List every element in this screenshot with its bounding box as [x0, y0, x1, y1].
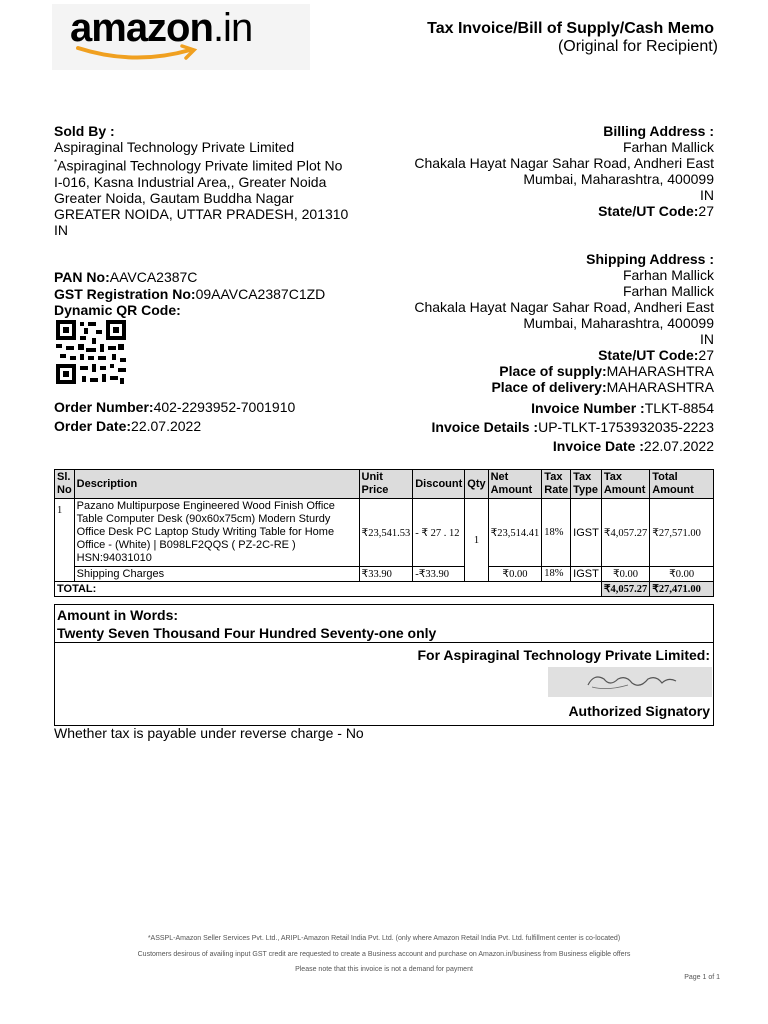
row-taxrate: 18%	[542, 499, 571, 567]
reverse-charge-note: Whether tax is payable under reverse charge - No	[54, 725, 364, 741]
shipping-line: Mumbai, Maharashtra, 400099	[523, 315, 714, 331]
shipping-total: ₹0.00	[650, 567, 714, 582]
order-date: Order Date:22.07.2022	[54, 418, 202, 434]
gst-registration: GST Registration No:09AAVCA2387C1ZD	[54, 286, 326, 302]
shipping-net: ₹0.00	[488, 567, 542, 582]
shipping-taxamt: ₹0.00	[601, 567, 649, 582]
logo-main: amazon	[70, 6, 213, 50]
pan-number: PAN No:AAVCA2387C	[54, 269, 198, 285]
row-total: ₹27,571.00	[650, 499, 714, 567]
amazon-smile-icon	[74, 44, 204, 64]
seller-star: *	[54, 158, 58, 167]
total-label: TOTAL:	[55, 582, 602, 597]
billing-address	[414, 139, 714, 219]
billing-line: IN	[700, 187, 714, 203]
shipping-unit: ₹33.90	[359, 567, 413, 582]
row-qty: 1	[465, 499, 488, 582]
amount-in-words-value: Twenty Seven Thousand Four Hundred Seventy-one only	[57, 625, 437, 641]
billing-address-label: Billing Address :	[603, 123, 714, 139]
invoice-details-line: Invoice Details :UP-TLKT-1753932035-2223	[431, 419, 714, 435]
page-number: Page 1 of 1	[684, 974, 720, 981]
invoice-title: Tax Invoice/Bill of Supply/Cash Memo	[427, 20, 714, 37]
col-header-taxrate: Tax Rate	[542, 470, 571, 499]
col-header-discount: Discount	[413, 470, 465, 499]
col-header-sl: Sl. No	[55, 470, 75, 499]
place-of-supply: Place of supply:MAHARASHTRA	[499, 363, 714, 379]
place-of-delivery: Place of delivery:MAHARASHTRA	[491, 379, 714, 395]
invoice-date: Invoice Date :22.07.2022	[552, 438, 714, 454]
shipping-address-label: Shipping Address :	[586, 251, 714, 267]
shipping-line: Farhan Mallick	[622, 283, 714, 299]
table-row	[55, 499, 714, 567]
logo-tld: .in	[212, 6, 253, 50]
billing-line: Chakala Hayat Nagar Sahar Road, Andheri East	[414, 155, 714, 171]
shipping-taxtype: IGST	[571, 567, 602, 582]
col-header-total: Total Amount	[650, 470, 714, 499]
col-header-desc: Description	[74, 470, 359, 499]
invoice-details	[432, 399, 715, 456]
seller-address-line: GREATER NOIDA, UTTAR PRADESH, 201310	[54, 205, 349, 222]
invoice-number: Invoice Number :TLKT-8854	[531, 400, 714, 416]
qr-code-icon	[56, 320, 126, 384]
seller-address-line: I-016, Kasna Industrial Area,, Greater Noida	[54, 173, 327, 190]
footer-line-3: Please note that this invoice is not a demand for payment	[295, 966, 473, 973]
shipping-desc: Shipping Charges	[74, 567, 359, 582]
shipping-address	[414, 267, 714, 395]
amount-in-words-label: Amount in Words:	[57, 607, 179, 623]
table-header-row	[55, 470, 714, 499]
amount-in-words-box	[54, 604, 714, 643]
col-header-net: Net Amount	[488, 470, 542, 499]
seller-address-line: Aspiraginal Technology Private limited Plot No	[57, 157, 343, 174]
shipping-line: Farhan Mallick	[622, 267, 714, 283]
amazon-logo	[52, 4, 310, 70]
items-table	[54, 469, 714, 597]
invoice-subtitle: (Original for Recipient)	[557, 38, 718, 55]
table-row-shipping	[55, 567, 714, 582]
shipping-discount: -₹33.90	[413, 567, 465, 582]
footer-line-1: *ASSPL-Amazon Seller Services Pvt. Ltd., ARIPL-Amazon Retail India Pvt. Ltd. (only where Amazon Retail India Pvt. Ltd. fulfillment center is co-located)	[147, 935, 621, 942]
col-header-taxtype: Tax Type	[571, 470, 602, 499]
row-desc	[74, 499, 359, 567]
seller-address-line: IN	[54, 221, 68, 238]
shipping-line: IN	[700, 331, 714, 347]
col-header-taxamt: Tax Amount	[601, 470, 649, 499]
total-amount: ₹27,471.00	[650, 582, 714, 597]
billing-state: State/UT Code:27	[598, 203, 714, 219]
total-tax: ₹4,057.27	[601, 582, 649, 597]
shipping-taxrate: 18%	[542, 567, 571, 582]
row-unit: ₹23,541.53	[359, 499, 413, 567]
table-total-row	[55, 582, 714, 597]
row-taxtype: IGST	[571, 499, 602, 567]
row-net: ₹23,514.41	[488, 499, 542, 567]
shipping-line: Chakala Hayat Nagar Sahar Road, Andheri East	[414, 299, 714, 315]
row-sl: 1	[55, 499, 75, 582]
seller-address-line: Greater Noida, Gautam Buddha Nagar	[54, 189, 294, 206]
row-taxamt: ₹4,057.27	[601, 499, 649, 567]
product-description: Pazano Multipurpose Engineered Wood Finish Office Table Computer Desk (90x60x75cm) Modern Sturdy Office Desk PC Laptop Study Writing Table for Home Office - (White) | B098LF2QQS ( PZ-2C-RE )	[76, 500, 335, 551]
footer-line-2: Customers desirous of availing input GST credit are requested to create a Business account and purchase on Amazon.in/business from Business eligible offers	[137, 951, 631, 958]
col-header-qty: Qty	[465, 470, 488, 499]
signatory-title: Authorized Signatory	[568, 703, 710, 719]
seller-address	[54, 155, 348, 238]
signature-image	[548, 667, 712, 697]
row-discount: - ₹ 27 . 12	[413, 499, 465, 567]
sold-by-label: Sold By :	[54, 123, 115, 139]
product-hsn: HSN:94031010	[76, 552, 152, 564]
seller-name: Aspiraginal Technology Private Limited	[54, 139, 295, 155]
signature-icon	[548, 667, 712, 697]
billing-line: Mumbai, Maharashtra, 400099	[523, 171, 714, 187]
col-header-unit: Unit Price	[359, 470, 413, 499]
qr-label: Dynamic QR Code:	[54, 302, 181, 318]
billing-line: Farhan Mallick	[622, 139, 714, 155]
shipping-state: State/UT Code:27	[598, 347, 714, 363]
signatory-company: For Aspiraginal Technology Private Limited:	[417, 647, 710, 663]
order-number: Order Number:402-2293952-7001910	[54, 399, 296, 415]
